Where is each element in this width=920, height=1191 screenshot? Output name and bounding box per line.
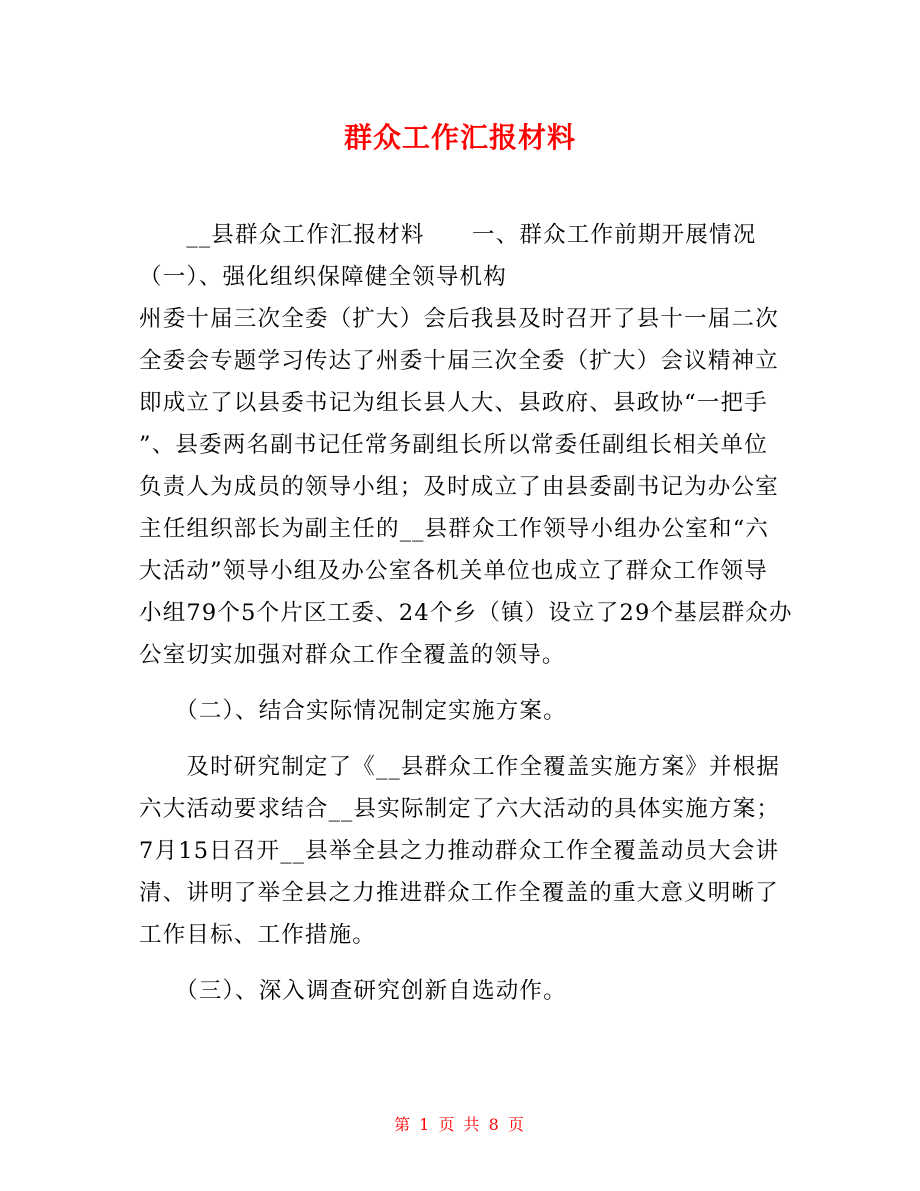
- text-line: 清、讲明了举全县之力推进群众工作全覆盖的重大意义明晰了: [139, 880, 779, 906]
- text-line: __县群众工作汇报材料 一、群众工作前期开展情况: [139, 222, 757, 248]
- body-text: [139, 214, 793, 1012]
- text-line: 即成立了以县委书记为组长县人大、县政府、县政协“一把手: [139, 390, 768, 416]
- text-line: 主任组织部长为副主任的__县群众工作领导小组办公室和“六: [139, 516, 770, 542]
- text-line: 负责人为成员的领导小组；及时成立了由县委副书记为办公室: [139, 474, 779, 500]
- text-line: 大活动”领导小组及办公室各机关单位也成立了群众工作领导: [139, 558, 768, 584]
- text-line: 州委十届三次全委（扩大）会后我县及时召开了县十一届二次: [139, 306, 779, 332]
- text-line: 工作目标、工作措施。: [139, 922, 377, 948]
- page-title: 群众工作汇报材料: [343, 121, 576, 154]
- text-line: （二）、结合实际情况制定实施方案。: [139, 698, 567, 724]
- text-line: 公室切实加强对群众工作全覆盖的领导。: [139, 642, 566, 668]
- text-line: （一）、强化组织保障健全领导机构: [139, 264, 507, 290]
- text-line: （三）、深入调查研究创新自选动作。: [139, 978, 567, 1004]
- text-line: 及时研究制定了《__县群众工作全覆盖实施方案》并根据: [139, 754, 781, 780]
- text-line: 7月15日召开__县举全县之力推动群众工作全覆盖动员大会讲: [139, 838, 780, 864]
- page-footer: 第 1 页 共 8 页: [394, 1115, 526, 1134]
- text-line: 六大活动要求结合__县实际制定了六大活动的具体实施方案；: [139, 796, 781, 822]
- text-line: ”、县委两名副书记任常务副组长所以常委任副组长相关单位: [139, 432, 768, 458]
- text-line: 全委会专题学习传达了州委十届三次全委（扩大）会议精神立: [139, 348, 779, 374]
- text-line: 小组79个5个片区工委、24个乡（镇）设立了29个基层群众办: [139, 600, 793, 626]
